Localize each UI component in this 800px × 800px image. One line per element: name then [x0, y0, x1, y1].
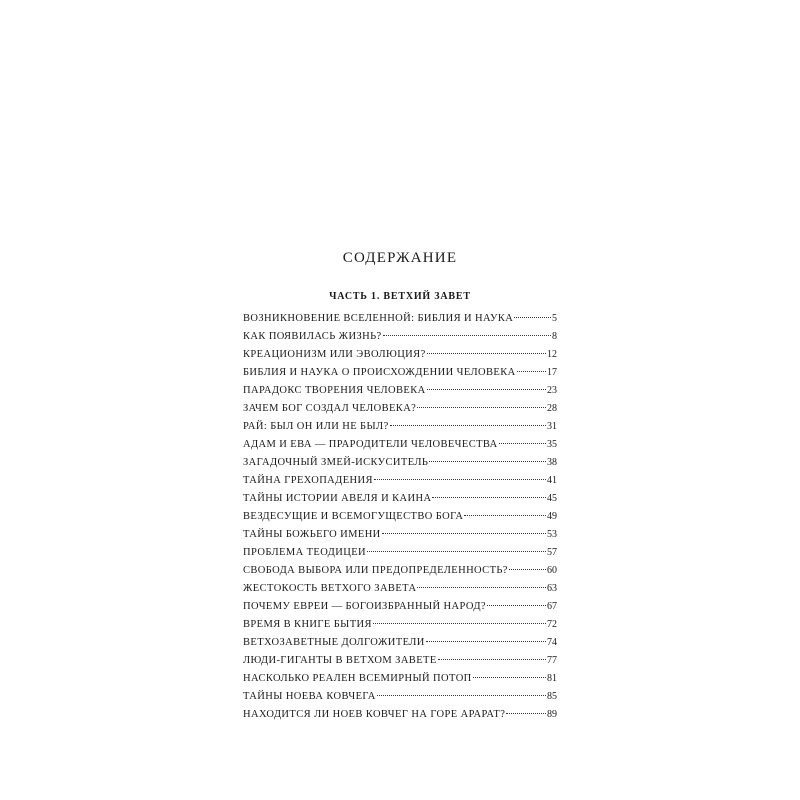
toc-entry-page: 38	[547, 457, 557, 468]
toc-entry	[243, 346, 557, 364]
part-heading: ЧАСТЬ 1. ВЕТХИЙ ЗАВЕТ	[329, 291, 471, 302]
toc-entry-page: 72	[547, 619, 557, 630]
toc-entry	[243, 436, 557, 454]
toc-entry	[243, 580, 557, 598]
dot-leader	[426, 641, 546, 642]
toc-entry	[243, 706, 557, 724]
toc-entry	[243, 562, 557, 580]
toc-entry-page: 63	[547, 583, 557, 594]
toc-entry-page: 60	[547, 565, 557, 576]
toc-entry	[243, 616, 557, 634]
dot-leader	[464, 515, 546, 516]
dot-leader	[429, 461, 546, 462]
dot-leader	[390, 425, 546, 426]
toc-entry-title: ВРЕМЯ В КНИГЕ БЫТИЯ	[243, 619, 372, 630]
toc-entry	[243, 670, 557, 688]
dot-leader	[427, 353, 546, 354]
dot-leader	[373, 623, 546, 624]
toc-entry	[243, 490, 557, 508]
toc-entry-title: ПОЧЕМУ ЕВРЕИ — БОГОИЗБРАННЫЙ НАРОД?	[243, 601, 486, 612]
toc-entry	[243, 508, 557, 526]
toc-entry-page: 85	[547, 691, 557, 702]
toc-entry-page: 12	[547, 349, 557, 360]
toc-entry-page: 77	[547, 655, 557, 666]
dot-leader	[438, 659, 546, 660]
toc-entry-title: ЗАГАДОЧНЫЙ ЗМЕЙ-ИСКУСИТЕЛЬ	[243, 457, 429, 468]
toc-entry-title: ВОЗНИКНОВЕНИЕ ВСЕЛЕННОЙ: БИБЛИЯ И НАУКА	[243, 313, 514, 324]
dot-leader	[417, 587, 546, 588]
table-of-contents	[243, 310, 557, 724]
toc-entry	[243, 364, 557, 382]
toc-entry	[243, 328, 557, 346]
dot-leader	[487, 605, 546, 606]
dot-leader	[509, 569, 546, 570]
toc-entry-title: ВЕТХОЗАВЕТНЫЕ ДОЛГОЖИТЕЛИ	[243, 637, 425, 648]
toc-entry-page: 17	[547, 367, 557, 378]
toc-entry-page: 74	[547, 637, 557, 648]
toc-entry	[243, 598, 557, 616]
toc-entry-page: 49	[547, 511, 557, 522]
toc-entry	[243, 652, 557, 670]
dot-leader	[514, 317, 551, 318]
toc-entry-title: НАСКОЛЬКО РЕАЛЕН ВСЕМИРНЫЙ ПОТОП	[243, 673, 472, 684]
dot-leader	[517, 371, 546, 372]
toc-entry	[243, 454, 557, 472]
toc-entry-title: ТАЙНЫ ИСТОРИИ АВЕЛЯ И КАИНА	[243, 493, 432, 504]
toc-entry-title: БИБЛИЯ И НАУКА О ПРОИСХОЖДЕНИИ ЧЕЛОВЕКА	[243, 367, 516, 378]
toc-entry-page: 57	[547, 547, 557, 558]
dot-leader	[417, 407, 546, 408]
toc-entry	[243, 544, 557, 562]
toc-entry-title: АДАМ И ЕВА — ПРАРОДИТЕЛИ ЧЕЛОВЕЧЕСТВА	[243, 439, 498, 450]
toc-entry-title: ВЕЗДЕСУЩИЕ И ВСЕМОГУЩЕСТВО БОГА	[243, 511, 464, 522]
toc-entry	[243, 634, 557, 652]
toc-entry-page: 28	[547, 403, 557, 414]
dot-leader	[473, 677, 546, 678]
toc-entry-page: 41	[547, 475, 557, 486]
dot-leader	[499, 443, 546, 444]
toc-entry	[243, 418, 557, 436]
dot-leader	[427, 389, 546, 390]
toc-entry	[243, 688, 557, 706]
dot-leader	[374, 479, 546, 480]
dot-leader	[432, 497, 546, 498]
toc-entry-title: ТАЙНА ГРЕХОПАДЕНИЯ	[243, 475, 373, 486]
toc-entry-title: ТАЙНЫ БОЖЬЕГО ИМЕНИ	[243, 529, 381, 540]
toc-entry-title: КАК ПОЯВИЛАСЬ ЖИЗНЬ?	[243, 331, 382, 342]
toc-entry-title: ТАЙНЫ НОЕВА КОВЧЕГА	[243, 691, 376, 702]
page-title: СОДЕРЖАНИЕ	[342, 250, 458, 266]
toc-entry-page: 5	[552, 313, 557, 324]
toc-entry	[243, 382, 557, 400]
dot-leader	[367, 551, 546, 552]
toc-entry-page: 81	[547, 673, 557, 684]
toc-entry-page: 53	[547, 529, 557, 540]
toc-entry-title: ЗАЧЕМ БОГ СОЗДАЛ ЧЕЛОВЕКА?	[243, 403, 417, 414]
toc-entry-page: 89	[547, 709, 557, 720]
toc-entry-page: 31	[547, 421, 557, 432]
toc-entry-title: НАХОДИТСЯ ЛИ НОЕВ КОВЧЕГ НА ГОРЕ АРАРАТ?	[243, 709, 506, 720]
dot-leader	[506, 713, 546, 714]
toc-entry-title: ПАРАДОКС ТВОРЕНИЯ ЧЕЛОВЕКА	[243, 385, 426, 396]
toc-entry	[243, 310, 557, 328]
toc-entry-page: 45	[547, 493, 557, 504]
toc-entry-title: ПРОБЛЕМА ТЕОДИЦЕИ	[243, 547, 366, 558]
toc-entry-title: КРЕАЦИОНИЗМ ИЛИ ЭВОЛЮЦИЯ?	[243, 349, 426, 360]
toc-entry-page: 8	[552, 331, 557, 342]
toc-entry-title: СВОБОДА ВЫБОРА ИЛИ ПРЕДОПРЕДЕЛЕННОСТЬ?	[243, 565, 508, 576]
toc-entry	[243, 472, 557, 490]
toc-entry-page: 23	[547, 385, 557, 396]
dot-leader	[382, 533, 546, 534]
toc-entry-title: ЛЮДИ-ГИГАНТЫ В ВЕТХОМ ЗАВЕТЕ	[243, 655, 437, 666]
toc-entry-page: 35	[547, 439, 557, 450]
toc-entry	[243, 400, 557, 418]
toc-entry	[243, 526, 557, 544]
toc-entry-page: 67	[547, 601, 557, 612]
dot-leader	[377, 695, 546, 696]
toc-entry-title: РАЙ: БЫЛ ОН ИЛИ НЕ БЫЛ?	[243, 421, 389, 432]
dot-leader	[383, 335, 551, 336]
toc-entry-title: ЖЕСТОКОСТЬ ВЕТХОГО ЗАВЕТА	[243, 583, 417, 594]
